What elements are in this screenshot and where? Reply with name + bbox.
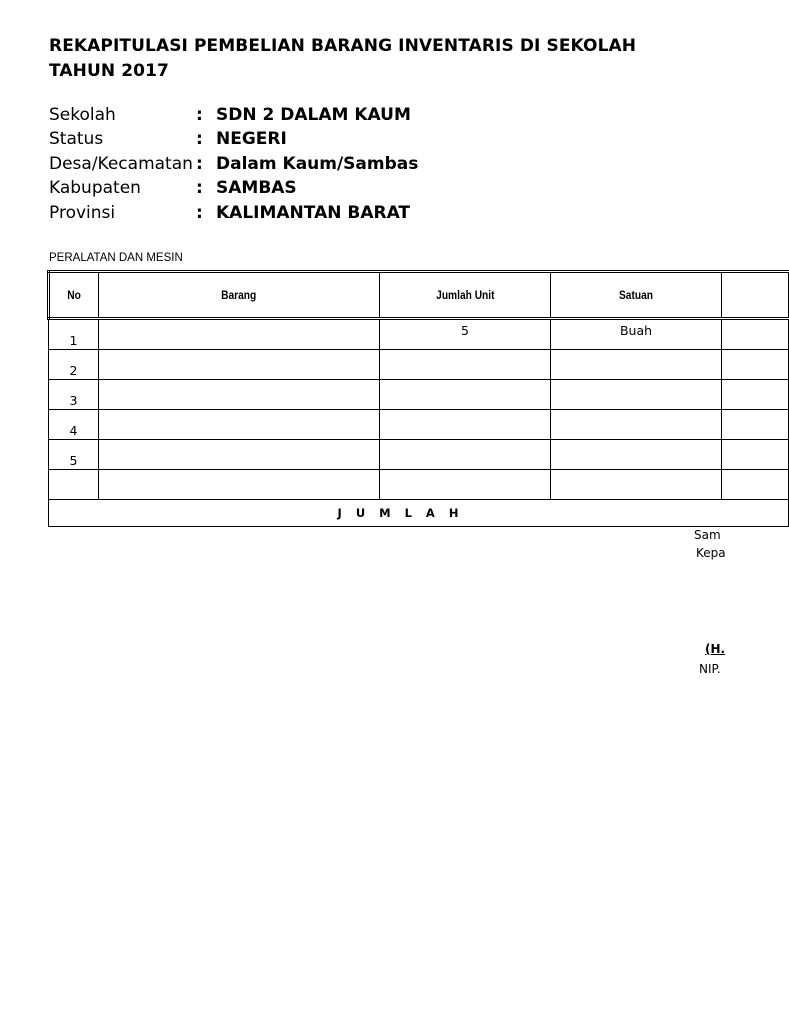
info-label: Kabupaten	[49, 178, 141, 199]
header-cut-off	[722, 272, 789, 319]
cell-cut-off	[722, 350, 789, 380]
signature-name: (H.	[705, 642, 726, 656]
info-colon: :	[196, 178, 203, 199]
signature-nip: NIP.	[699, 662, 721, 676]
total-label: J U M L A H	[49, 500, 789, 527]
cell-cut-off	[722, 440, 789, 470]
cell-cut-off	[722, 319, 789, 350]
info-label: Desa/Kecamatan	[49, 153, 193, 174]
info-label: Status	[49, 129, 104, 150]
cell-cut-off	[722, 470, 789, 500]
info-value: KALIMANTAN BARAT	[216, 202, 411, 223]
info-label: Sekolah	[49, 105, 116, 125]
info-colon: :	[196, 153, 203, 174]
signature-place: Sam	[694, 528, 721, 542]
cell-no: 5	[49, 440, 99, 470]
title-line-1: REKAPITULASI PEMBELIAN BARANG INVENTARIS DI SEKOLAH	[49, 36, 637, 56]
header-barang: Barang	[99, 272, 380, 319]
cell-no: 1	[49, 319, 99, 350]
header-jumlah-unit: Jumlah Unit	[380, 272, 551, 319]
info-value: SAMBAS	[216, 178, 297, 199]
cell-jumlah: 5	[380, 319, 551, 350]
cell-no: 4	[49, 410, 99, 440]
cell-cut-off	[722, 410, 789, 440]
info-label: Provinsi	[49, 202, 116, 223]
info-value: SDN 2 DALAM KAUM	[216, 105, 411, 125]
section-label: PERALATAN DAN MESIN	[49, 252, 183, 264]
cell-no: 2	[49, 350, 99, 380]
info-value: NEGERI	[216, 129, 287, 150]
title-line-2: TAHUN 2017	[49, 61, 169, 81]
header-satuan: Satuan	[551, 272, 722, 319]
cell-cut-off	[722, 380, 789, 410]
header-no: No	[49, 272, 99, 319]
info-value: Dalam Kaum/Sambas	[216, 153, 419, 174]
info-colon: :	[196, 202, 203, 223]
info-colon: :	[196, 105, 203, 125]
signature-role: Kepa	[696, 546, 726, 560]
cell-satuan: Buah	[551, 319, 722, 350]
cell-no: 3	[49, 380, 99, 410]
info-colon: :	[196, 129, 203, 150]
